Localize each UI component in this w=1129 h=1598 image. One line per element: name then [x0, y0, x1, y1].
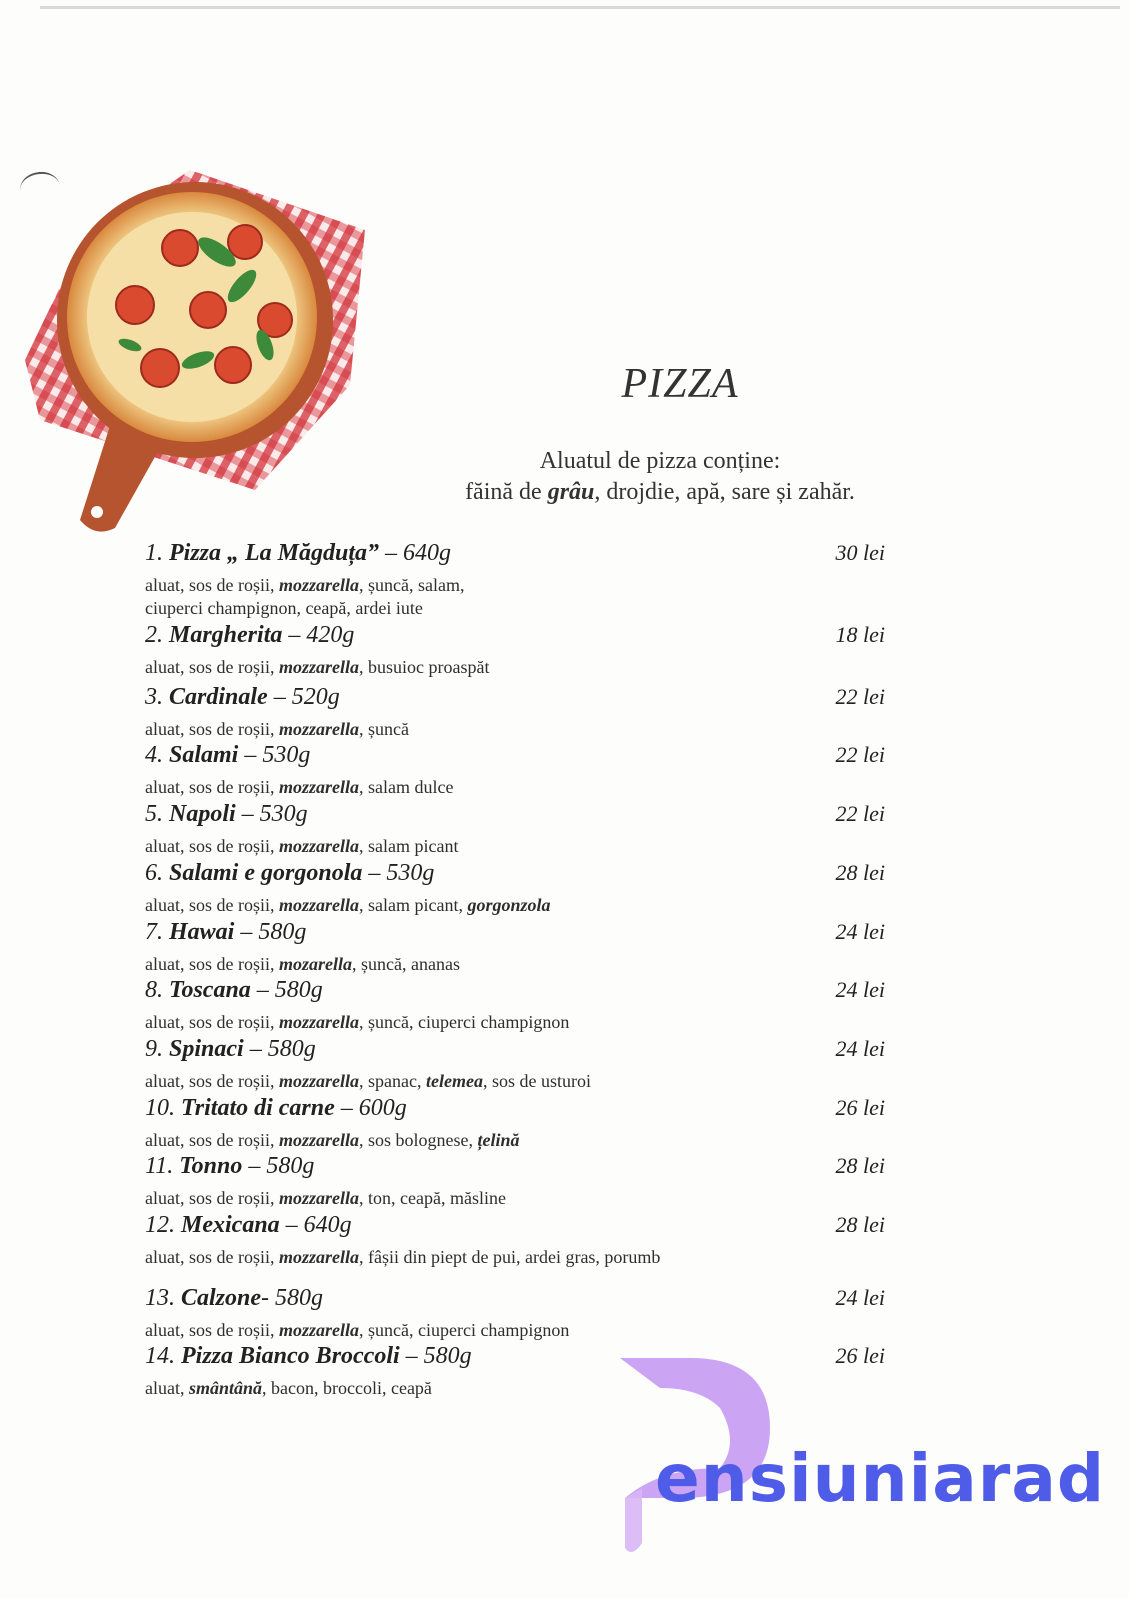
menu-item	[145, 1285, 905, 1342]
ingredient-highlight: țelină	[477, 1130, 520, 1150]
ingredient-text: aluat, sos de roșii,	[145, 1012, 279, 1032]
menu-item-ingredients	[145, 1129, 785, 1152]
menu-item-header	[145, 1036, 905, 1070]
menu-item-price: 24 lei	[835, 977, 885, 1002]
menu-item-ingredients	[145, 1319, 785, 1342]
ingredient-text: , șuncă, ananas	[352, 954, 460, 974]
ingredient-text: aluat, sos de roșii,	[145, 1130, 279, 1150]
ingredient-text: , șuncă, salam,	[359, 575, 465, 595]
menu-item-ingredients	[145, 953, 785, 976]
menu-item-price: 22 lei	[835, 801, 885, 826]
ingredient-text: , salam dulce	[359, 777, 454, 797]
menu-item-name: Margherita	[169, 622, 283, 648]
menu-item-name: Hawai	[169, 919, 235, 945]
menu-item-weight: – 600g	[334, 1095, 407, 1121]
ingredient-text: ciuperci champignon, ceapă, ardei iute	[145, 598, 423, 618]
ingredient-text: , sos de usturoi	[482, 1071, 591, 1091]
ingredient-highlight: mozarella	[278, 954, 352, 974]
menu-item-name: Tritato di carne	[181, 1095, 335, 1121]
intro-allergen: grâu	[547, 479, 595, 505]
menu-item-weight: – 580g	[399, 1343, 472, 1369]
menu-item-number: 6.	[145, 860, 169, 886]
ingredient-highlight: mozzarella	[278, 1130, 359, 1150]
menu-item-name: Napoli	[169, 801, 236, 827]
ingredient-highlight: smântână	[188, 1378, 263, 1398]
ingredient-highlight: mozzarella	[278, 836, 359, 856]
menu-item	[145, 622, 905, 679]
menu-item-weight: – 520g	[267, 684, 340, 710]
menu-item-title	[145, 860, 434, 886]
menu-item-title	[145, 1095, 407, 1121]
ingredient-text: aluat, sos de roșii,	[145, 1188, 279, 1208]
menu-item-price: 26 lei	[835, 1343, 885, 1368]
menu-item-title	[145, 801, 308, 827]
menu-item-ingredients	[145, 835, 785, 858]
ingredient-text: , bacon, broccoli, ceapă	[262, 1378, 432, 1398]
ingredient-text: , busuioc proaspăt	[359, 657, 490, 677]
menu-item-weight: – 580g	[242, 1153, 315, 1179]
menu-item-number: 14.	[145, 1343, 181, 1369]
ingredient-text: aluat, sos de roșii,	[145, 836, 279, 856]
page-title: PIZZA	[621, 361, 739, 407]
ingredient-text: , salam picant,	[359, 895, 468, 915]
ingredient-text: aluat, sos de roșii,	[145, 719, 279, 739]
menu-item	[145, 1095, 905, 1152]
ingredient-text: aluat, sos de roșii,	[145, 1320, 279, 1340]
menu-item-header	[145, 801, 905, 835]
menu-item-price: 24 lei	[835, 1285, 885, 1310]
menu-item-weight: – 530g	[362, 860, 435, 886]
ingredient-highlight: telemea	[425, 1071, 483, 1091]
ingredient-highlight: mozzarella	[278, 719, 359, 739]
ingredient-text: , șuncă	[359, 719, 409, 739]
ingredient-highlight: mozzarella	[278, 1320, 359, 1340]
menu-item-header	[145, 742, 905, 776]
menu-item-ingredients	[145, 776, 785, 799]
menu-item-ingredients	[145, 718, 785, 741]
menu-item-name: Spinaci	[169, 1036, 244, 1062]
menu-item	[145, 1153, 905, 1210]
menu-item-title	[145, 1036, 316, 1062]
menu-item-title	[145, 742, 310, 768]
menu-item-header	[145, 1153, 905, 1187]
menu-item-header	[145, 684, 905, 718]
menu-item-header	[145, 860, 905, 894]
ingredient-text: , șuncă, ciuperci champignon	[359, 1320, 570, 1340]
ingredient-text: aluat,	[145, 1378, 189, 1398]
ingredient-text: aluat, sos de roșii,	[145, 954, 279, 974]
intro-line-2	[430, 477, 890, 508]
menu-item-header	[145, 540, 905, 574]
menu-item-number: 1.	[145, 540, 169, 566]
menu-item-weight: – 640g	[279, 1212, 352, 1238]
menu-item-weight: – 530g	[238, 742, 311, 768]
menu-item-price: 22 lei	[835, 684, 885, 709]
menu-item-number: 5.	[145, 801, 169, 827]
menu-item-header	[145, 622, 905, 656]
menu-item-ingredients	[145, 894, 785, 917]
menu-item	[145, 684, 905, 741]
menu-item-ingredients	[145, 1011, 785, 1034]
menu-item-number: 9.	[145, 1036, 169, 1062]
menu-item-price: 26 lei	[835, 1095, 885, 1120]
menu-item-name: Tonno	[179, 1153, 243, 1179]
menu-item-ingredients	[145, 656, 785, 679]
menu-item-weight: – 640g	[379, 540, 452, 566]
watermark-text: ensiuniarad	[655, 1440, 1106, 1517]
menu-item-title	[145, 1343, 472, 1369]
menu-item	[145, 1212, 905, 1269]
menu-item-price: 28 lei	[835, 860, 885, 885]
menu-item-header	[145, 1212, 905, 1246]
menu-item-name: Cardinale	[169, 684, 268, 710]
ingredient-highlight: mozzarella	[278, 1012, 359, 1032]
ingredient-highlight: mozzarella	[278, 657, 359, 677]
intro-text-end: , drojdie, apă, sare și zahăr.	[594, 479, 855, 505]
menu-item	[145, 540, 905, 620]
menu-item	[145, 860, 905, 917]
menu-item-number: 13.	[145, 1285, 181, 1311]
menu-item-number: 7.	[145, 919, 169, 945]
menu-item-weight: – 530g	[235, 801, 308, 827]
menu-item-weight: – 580g	[243, 1036, 316, 1062]
ingredient-text: , spanac,	[359, 1071, 426, 1091]
menu-item-price: 22 lei	[835, 742, 885, 767]
ingredient-text: aluat, sos de roșii,	[145, 895, 279, 915]
menu-item-number: 12.	[145, 1212, 181, 1238]
menu-item-number: 11.	[145, 1153, 180, 1179]
menu-item-name: Pizza Bianco Broccoli	[181, 1343, 400, 1369]
intro-line-1: Aluatul de pizza conține:	[539, 448, 781, 474]
menu-item-number: 3.	[145, 684, 169, 710]
menu-item-title	[145, 1285, 323, 1311]
menu-item-title	[145, 684, 340, 710]
menu-item-title	[145, 540, 451, 566]
menu-item-ingredients	[145, 1187, 785, 1210]
menu-item-name: Calzone	[181, 1285, 262, 1311]
ingredient-text: , salam picant	[359, 836, 459, 856]
ingredient-highlight: mozzarella	[278, 1071, 359, 1091]
menu-item-number: 10.	[145, 1095, 181, 1121]
menu-item-number: 4.	[145, 742, 169, 768]
ingredient-highlight: mozzarella	[278, 777, 359, 797]
menu-item-weight: – 580g	[234, 919, 307, 945]
menu-item-price: 28 lei	[835, 1153, 885, 1178]
ingredient-text: aluat, sos de roșii,	[145, 657, 279, 677]
menu-item-header	[145, 1285, 905, 1319]
menu-item	[145, 1036, 905, 1093]
ingredient-highlight: mozzarella	[278, 1247, 359, 1267]
menu-item	[145, 919, 905, 976]
menu-item	[145, 977, 905, 1034]
dough-info	[430, 446, 890, 508]
ingredient-text: aluat, sos de roșii,	[145, 777, 279, 797]
ingredient-text: , șuncă, ciuperci champignon	[359, 1012, 570, 1032]
menu-item-header	[145, 1095, 905, 1129]
menu-item-name: Pizza „ La Măgduța”	[169, 540, 380, 566]
menu-item-weight: – 580g	[250, 977, 323, 1003]
ingredient-text: , fâșii din piept de pui, ardei gras, porumb	[359, 1247, 661, 1267]
menu-item-title	[145, 977, 323, 1003]
menu-item-title	[145, 1153, 314, 1179]
menu-item-number: 2.	[145, 622, 169, 648]
menu-item-header	[145, 919, 905, 953]
ingredient-highlight: mozzarella	[278, 575, 359, 595]
menu-item-title	[145, 919, 306, 945]
menu-item-title	[145, 622, 354, 648]
ingredient-highlight: gorgonzola	[467, 895, 551, 915]
menu-item-header	[145, 977, 905, 1011]
menu-item	[145, 801, 905, 858]
menu-item-price: 24 lei	[835, 1036, 885, 1061]
ingredient-highlight: mozzarella	[278, 895, 359, 915]
menu-item-price: 30 lei	[835, 540, 885, 565]
pizza-illustration	[20, 160, 380, 550]
ingredient-text: , sos bolognese,	[359, 1130, 478, 1150]
intro-text: făină de	[465, 479, 548, 505]
menu-item-number: 8.	[145, 977, 169, 1003]
menu-item-name: Toscana	[169, 977, 251, 1003]
menu-item-name: Mexicana	[181, 1212, 280, 1238]
top-border-line	[40, 6, 1120, 9]
ingredient-text: aluat, sos de roșii,	[145, 1247, 279, 1267]
menu-item-name: Salami e gorgonola	[169, 860, 363, 886]
ingredient-text: aluat, sos de roșii,	[145, 575, 279, 595]
menu-item-title	[145, 1212, 352, 1238]
menu-item	[145, 742, 905, 799]
menu-item-price: 24 lei	[835, 919, 885, 944]
menu-item-weight: – 420g	[282, 622, 355, 648]
menu-item-price: 18 lei	[835, 622, 885, 647]
menu-item-name: Salami	[169, 742, 239, 768]
menu-item-weight: - 580g	[261, 1285, 324, 1311]
ingredient-text: aluat, sos de roșii,	[145, 1071, 279, 1091]
ingredient-highlight: mozzarella	[278, 1188, 359, 1208]
menu-item-ingredients	[145, 1246, 785, 1269]
menu-item-ingredients	[145, 574, 785, 620]
menu-item-price: 28 lei	[835, 1212, 885, 1237]
menu-item-ingredients	[145, 1070, 785, 1093]
ingredient-text: , ton, ceapă, măsline	[359, 1188, 506, 1208]
